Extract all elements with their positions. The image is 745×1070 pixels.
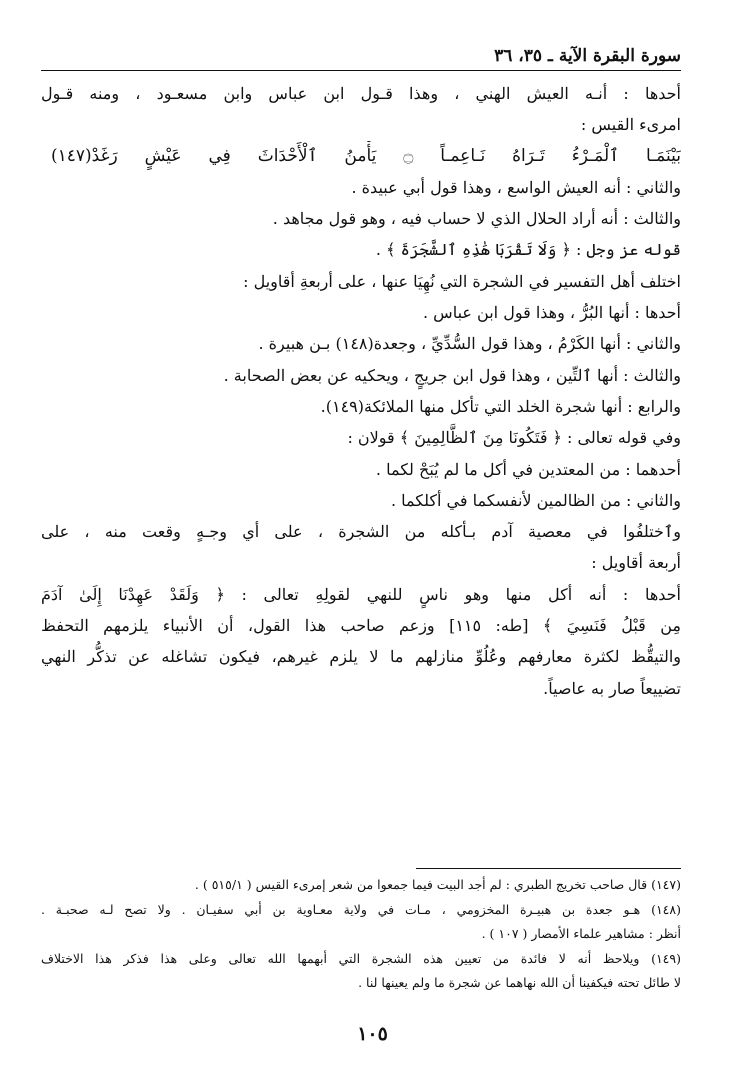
text-line: امرىء القيس : (580, 115, 681, 135)
footnotes (41, 873, 681, 996)
main-text (41, 78, 681, 704)
text-line: والرابع : أنها شجرة الخلد التي تأكل منها الملائكة(١٤٩). (320, 396, 681, 416)
text-line: أحدها : أنها البُرُّ ، وهذا قول ابن عباس . (423, 303, 681, 323)
running-header: سورة البقرة الآية ـ ٣٥، ٣٦ (494, 46, 681, 66)
quran-quote-line: قوله عز وجل : ﴿ وَلَا تَقْرَبَا هَٰذِهِ ٱلشَّجَرَةَ ﴾ . (375, 240, 681, 260)
text-line: تضييعاً صار به عاصياً. (543, 678, 681, 698)
footnote-148: (١٤٨) هـو جعدة بن هبيـرة المخزومي ، مـات في ولاية معـاوية بن أبي سفيـان . ولا تصح لـه صحبـة . (41, 901, 681, 917)
footnote-149: (١٤٩) ويلاحظ أنه لا فائدة من تعيين هذه الشجرة التي أبهمها الله تعالى وعلى هذا فذكر هذا الاختلاف (41, 950, 681, 966)
text-line: والثاني : من الظالمين لأنفسكما في أكلكما . (390, 490, 681, 510)
text-line: والثاني : أنها الكَرْمُ ، وهذا قول السُّدِّيِّ ، وجعدة(١٤٨) بـن هبيرة . (258, 334, 681, 354)
quran-quote-line: أحدها : أنه أكل منها وهو ناسٍ للنهي لقولِهِ تعالى : ﴿ وَلَقَدْ عَهِدْنَا إِلَىٰ آدَمَ (41, 584, 681, 604)
footnote-147: (١٤٧) قال صاحب تخريج الطبري : لم أجد البيت فيما جمعوا من شعر إمرىء القيس ( ٥١٥/١ ) . (194, 877, 681, 892)
header-divider (41, 70, 681, 71)
text-line: أربعة أقاويل : (591, 553, 681, 573)
text-line: والتيقُّظ لكثرة معارفهم وعُلُوِّ منازلهم ما لا يلزم غيرهم، فيكون تشاغله عن تذكُّر النهي (41, 647, 681, 667)
text-line: والثاني : أنه العيش الواسع ، وهذا قول أبي عبيدة . (351, 177, 681, 197)
text-line: وٱختلفُوا في معصية آدم بـأكله من الشجرة ، على أي وجـهٍ وقعت منه ، على (41, 522, 681, 542)
text-line: والثالث : أنها ٱلتِّين ، وهذا قول ابن جريجٍ ، ويحكيه عن بعض الصحابة . (223, 365, 681, 385)
page-number: ١٠٥ (357, 1023, 388, 1045)
footnote-divider (416, 868, 681, 869)
text-line: أحدهما : من المعتدين في أكل ما لم يُبَحْ لكما . (375, 459, 681, 479)
text-line: أحدها : أنـه العيش الهني ، وهذا قـول ابن عباس وابن مسعـود ، ومنه قـول (41, 84, 681, 103)
quran-quote-line: وفي قوله تعالى : ﴿ فَتَكُونَا مِنَ ٱلظَّالِمِينَ ﴾ قولان : (347, 428, 681, 448)
footnote-149-continued: لا طائل تحته فيكفينا أن الله نهاهما عن شجرة ما ولم يعينها لنا . (358, 975, 681, 990)
footnote-148-continued: أنظر : مشاهير علماء الأمصار ( ١٠٧ ) . (481, 926, 681, 941)
poem-verse: بَيْنَمَـا ٱلْمَـرْءُ تَـرَاهُ نَـاعِمـاً ۝ يَأْمنُ ٱلْأَحْدَاثَ فِي عَيْشٍ رَغَدْ(١٤٧) (51, 145, 681, 166)
text-line: اختلف أهل التفسير في الشجرة التي نُهِيَا عنها ، على أربعةِ أقاويل : (243, 271, 681, 291)
text-line: مِن قَبْلُ فَنَسِيَ ﴾ [طه: ١١٥] وزعم صاحب هذا القول، أن الأنبياء يلزمهم التحفظ (41, 616, 681, 636)
text-line: والثالث : أنه أراد الحلال الذي لا حساب فيه ، وهو قول مجاهد . (272, 209, 681, 229)
